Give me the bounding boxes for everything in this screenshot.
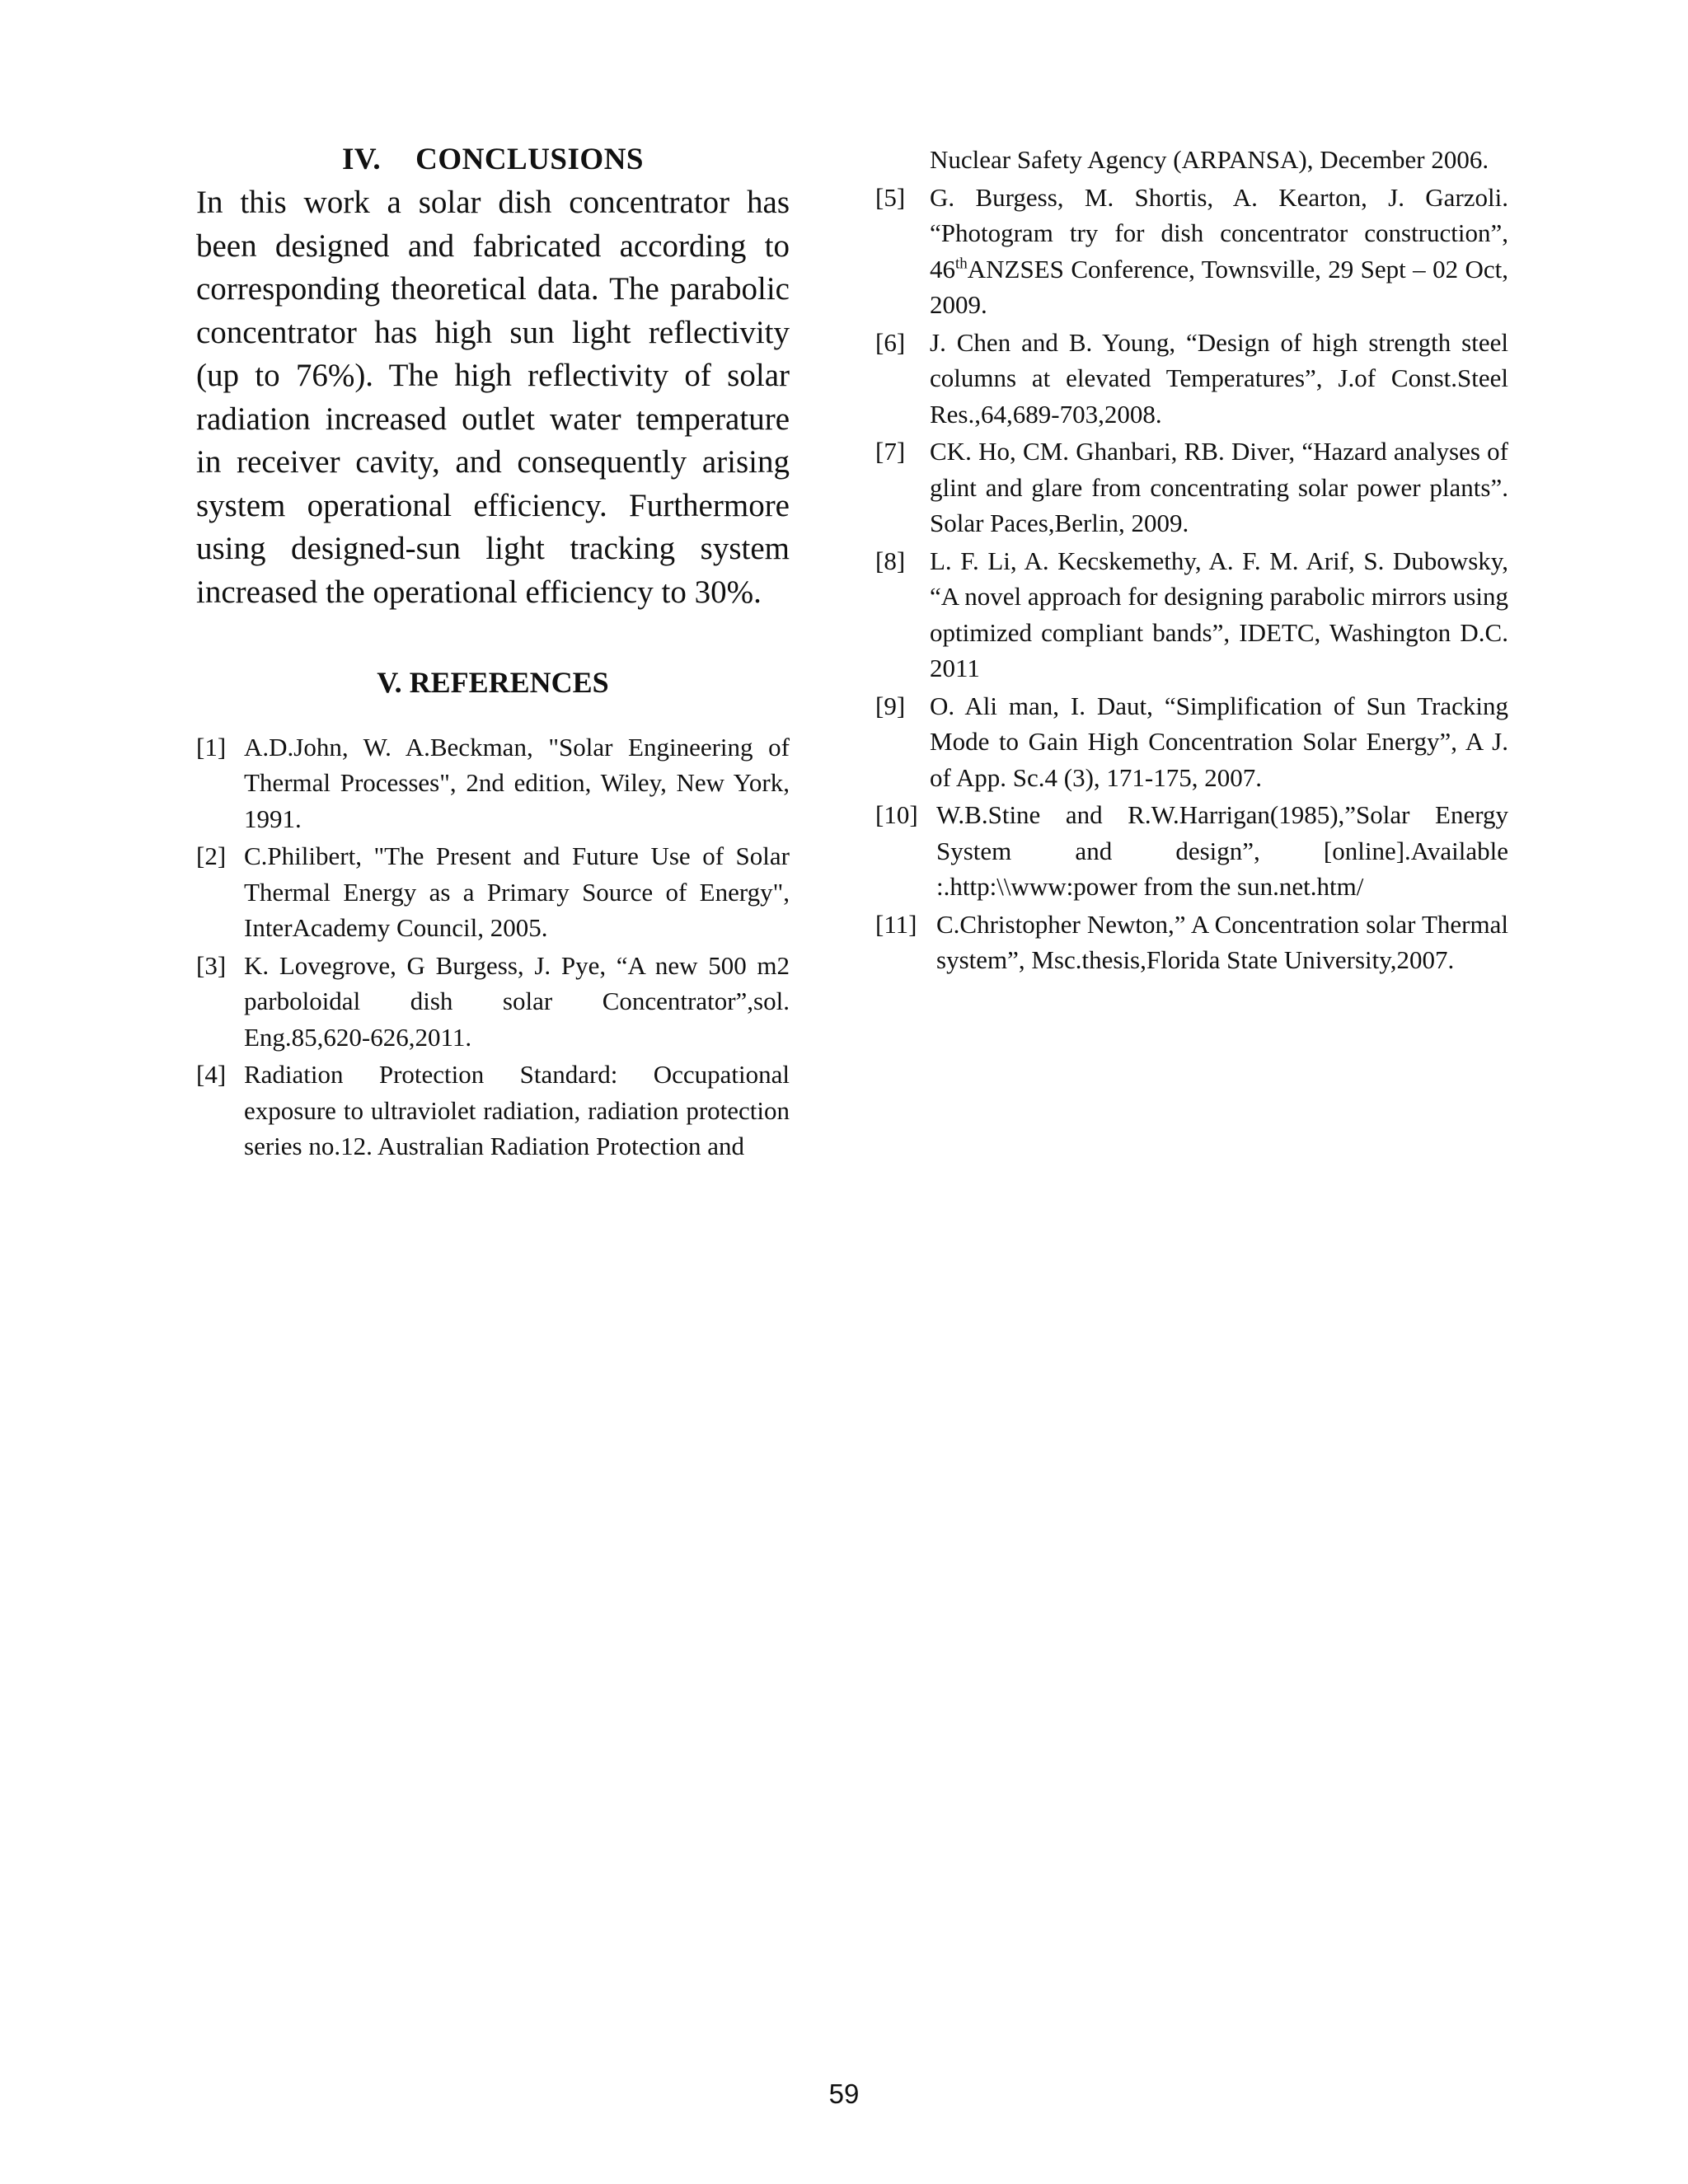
page-number: 59 <box>828 2079 860 2109</box>
reference-item <box>875 543 1508 687</box>
reference-item <box>875 180 1508 323</box>
reference-label: [2] <box>196 841 227 871</box>
superscript: th <box>955 255 968 273</box>
reference-text: G. Burgess, M. Shortis, A. Kearton, J. Garzoli. “Photogram try for dish concentrator construction”, 46thANZSES Conference, Townsville, 29 Sept – 02 Oct, 2009. <box>930 182 1508 319</box>
reference-item <box>196 1057 790 1165</box>
reference-item <box>196 729 790 837</box>
reference-text: C.Philibert, "The Present and Future Use of Solar Thermal Energy as a Primary Source of Energy", InterAcademy Council, 2005. <box>244 841 790 943</box>
reference-label: [1] <box>196 732 227 762</box>
conclusions-title: CONCLUSIONS <box>415 143 644 176</box>
reference-text: L. F. Li, A. Kecskemethy, A. F. M. Arif, S. Dubowsky, “A novel approach for designing parabolic mirrors using optimized compliant bands”, IDETC, Washington D.C. 2011 <box>930 546 1508 682</box>
reference-label: [8] <box>875 546 906 575</box>
reference-item <box>196 838 790 946</box>
reference-text: W.B.Stine and R.W.Harrigan(1985),”Solar Energy System and design”, [online].Available :.http:\\www:power from the sun.net.htm/ <box>936 800 1508 901</box>
reference-label: [6] <box>875 327 906 357</box>
conclusions-heading <box>196 142 790 178</box>
conclusions-paragraph: In this work a solar dish concentrator has been designed and fabricated according to corresponding theoretical data. The parabolic concentrator has high sun light reflectivity (up to 76%). The high reflectivity of solar radiation increased outlet water temperature in receiver cavity, and consequently arising system operational efficiency. Furthermore using designed-sun light tracking system increased the operational efficiency to 30%. <box>196 185 790 610</box>
reference-label: [9] <box>875 691 906 720</box>
reference-continuation: Nuclear Safety Agency (ARPANSA), December 2006. <box>930 145 1489 174</box>
reference-item <box>875 688 1508 796</box>
reference-item <box>875 907 1508 978</box>
reference-item <box>196 948 790 1056</box>
references-heading: V. REFERENCES <box>377 666 609 700</box>
reference-text: C.Christopher Newton,” A Concentration solar Thermal system”, Msc.thesis,Florida State University,2007. <box>936 909 1508 974</box>
right-column <box>875 142 1508 980</box>
reference-label: [11] <box>875 909 917 939</box>
reference-item <box>875 434 1508 541</box>
reference-text: O. Ali man, I. Daut, “Simplification of Sun Tracking Mode to Gain High Concentration Solar Energy”, A J. of App. Sc.4 (3), 171-175, 2007. <box>930 691 1508 792</box>
reference-text: A.D.John, W. A.Beckman, "Solar Engineering of Thermal Processes", 2nd edition, Wiley, New York, 1991. <box>244 732 790 833</box>
reference-text: K. Lovegrove, G Burgess, J. Pye, “A new 500 m2 parboloidal dish solar Concentrator”,sol. Eng.85,620-626,2011. <box>244 950 790 1052</box>
reference-text: CK. Ho, CM. Ghanbari, RB. Diver, “Hazard analyses of glint and glare from concentrating solar power plants”. Solar Paces,Berlin, 2009. <box>930 437 1508 537</box>
reference-label: [4] <box>196 1060 227 1090</box>
conclusions-number: IV. <box>341 143 382 176</box>
reference-label: [7] <box>875 437 906 466</box>
reference-label: [3] <box>196 950 227 980</box>
reference-label: [10] <box>875 800 918 829</box>
reference-item <box>875 797 1508 905</box>
reference-label: [5] <box>875 182 906 212</box>
left-column <box>196 142 790 1166</box>
reference-list-left <box>196 729 790 1165</box>
reference-text: J. Chen and B. Young, “Design of high strength steel columns at elevated Temperatures”, J.of Const.Steel Res.,64,689-703,2008. <box>930 327 1508 429</box>
reference-text: Radiation Protection Standard: Occupational exposure to ultraviolet radiation, radiation protection series no.12. Australian Radiation Protection and <box>244 1060 790 1161</box>
reference-item <box>875 325 1508 433</box>
